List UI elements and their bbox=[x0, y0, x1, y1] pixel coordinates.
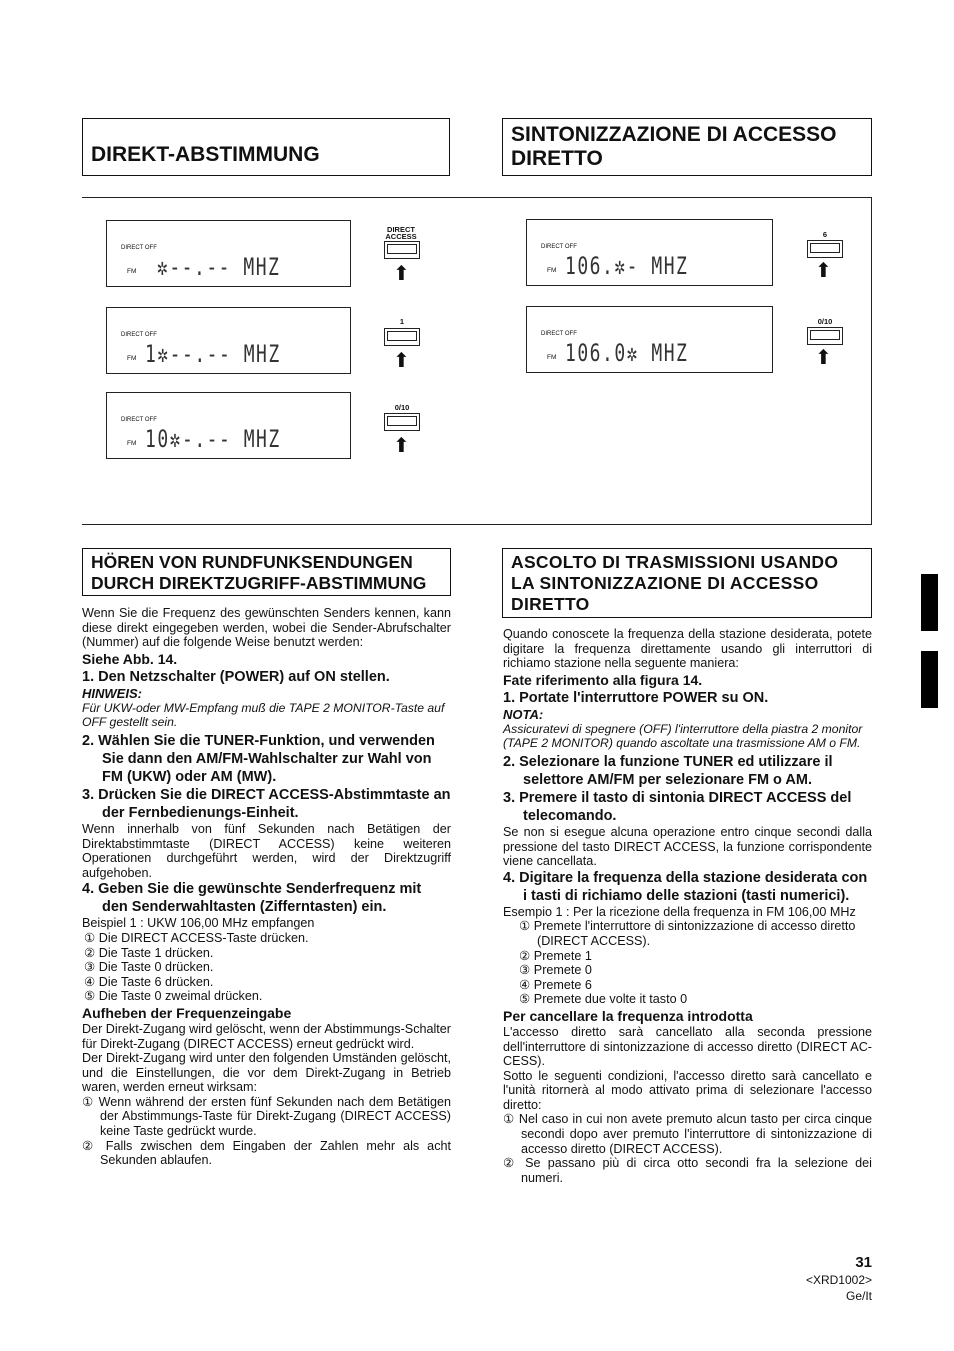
diagram-frame-bottom bbox=[82, 524, 872, 525]
example-title: Esempio 1 : Per la ricezione della frequenza in FM 106,00 MHz bbox=[503, 904, 856, 919]
example-item: ④ Die Taste 6 drücken. bbox=[84, 974, 214, 989]
lcd-display-1 bbox=[106, 220, 351, 287]
figure-reference: Siehe Abb. 14. bbox=[82, 650, 178, 667]
frequency-readout: 106.✲- MHZ bbox=[565, 252, 689, 280]
display-tag: DIRECT OFF bbox=[541, 331, 577, 337]
section-heading-it: ASCOLTO DI TRASMISSIONI USANDO LA SINTONIZZAZIONE DI ACCESSO DIRETTO bbox=[502, 548, 872, 618]
note-text: Assicuratevi di spegnere (OFF) l'interruttore della piastra 2 monitor (TAPE 2 MONITOR) quando ascoltate una trasmissione AM o FM. bbox=[503, 721, 863, 751]
cancel-item: ② Se passano più di circa otto secondi fra la selezione dei numeri. bbox=[503, 1156, 872, 1185]
intro-text: Wenn Sie die Frequenz des gewünschten Senders kennen, kann diese direkt eingegeben werden, wobei die Sender-Abrufschalter (Nummer) auf die folgende Weise benutzt werden: bbox=[82, 606, 451, 650]
key-label-0-10: 0/10 bbox=[394, 403, 410, 412]
example-item: ① Die DIRECT ACCESS-Taste drücken. bbox=[84, 930, 309, 945]
fm-label: FM bbox=[547, 354, 557, 361]
arrow-up-icon: ⬆ bbox=[815, 347, 832, 369]
example-item: ⑤ Premete due volte it tasto 0 bbox=[519, 992, 688, 1007]
example-item: ⑤ Die Taste 0 zweimal drücken. bbox=[84, 989, 263, 1004]
display-tag: DIRECT OFF bbox=[121, 417, 157, 423]
step-3: 3. Drücken Sie die DIRECT ACCESS-Abstimmtaste an der Fernbedienungs-Einheit. bbox=[82, 786, 451, 821]
title-de: DIREKT-ABSTIMMUNG bbox=[82, 118, 450, 176]
fm-label: FM bbox=[127, 440, 137, 447]
lcd-display-2 bbox=[106, 307, 351, 374]
fm-label: FM bbox=[127, 268, 137, 275]
example-item: ② Premete 1 bbox=[519, 948, 592, 963]
display-tag: DIRECT OFF bbox=[121, 332, 157, 338]
figure-reference: Fate riferimento alla figura 14. bbox=[503, 671, 703, 688]
cancel-item: ② Falls zwischen dem Eingaben der Zahlen mehr als acht Sekunden ablaufen. bbox=[82, 1138, 451, 1168]
display-tag: DIRECT OFF bbox=[121, 245, 157, 251]
intro-text: Quando conoscete la frequenza della stazione desiderata, potete digitare la frequenza direttamente usando gli interruttori di richiamo stazione nella seguente maniera: bbox=[503, 627, 872, 671]
diagram-frame-right bbox=[871, 197, 872, 524]
example-item: ③ Die Taste 0 drücken. bbox=[84, 960, 214, 975]
frequency-readout: 1✲--.-- MHZ bbox=[145, 340, 281, 368]
note-text: Für UKW-oder MW-Empfang muß die TAPE 2 MONITOR-Taste auf OFF gestellt sein. bbox=[82, 700, 445, 730]
arrow-up-icon: ⬆ bbox=[393, 350, 410, 372]
cancel-text-1: Der Direkt-Zugang wird gelöscht, wenn der Abstimmungs-Schalter für Direkt-Zugang (DIRECT ACCESS) erneut gedrückt wird. bbox=[82, 1021, 451, 1051]
cancel-text-2: Sotto le seguenti condizioni, l'accesso diretto sarà cancellato e l'unità ritornerà al modo attivato prima di selezionare l'accesso diretto: bbox=[503, 1068, 872, 1112]
column-de bbox=[82, 606, 451, 1168]
example-item: ③ Premete 0 bbox=[519, 963, 592, 978]
lcd-display-3 bbox=[106, 392, 351, 459]
number-key-0-10 bbox=[807, 327, 843, 345]
step-2: 2. Wählen Sie die TUNER-Funktion, und verwenden Sie dann den AM/FM-Wahlschalter zur Wahl von FM (UKW) oder AM (MW). bbox=[82, 732, 435, 785]
cancel-text-1: L'accesso diretto sarà cancellato alla seconda pressione dell'interruttore di sintonizzazione di accesso diretto (DIRECT AC-CESS). bbox=[503, 1024, 872, 1069]
cancel-heading: Aufheben der Frequenzeingabe bbox=[82, 1004, 292, 1021]
lcd-display-5 bbox=[526, 306, 773, 373]
step-2: 2. Selezionare la funzione TUNER ed utilizzare il selettore AM/FM per selezionare FM o AM. bbox=[503, 753, 833, 788]
note-title: NOTA: bbox=[503, 706, 544, 722]
example-item: ① Premete l'interruttore di sintonizzazione di accesso diretto (DIRECT ACCESS). bbox=[519, 919, 856, 948]
display-tag: DIRECT OFF bbox=[541, 244, 577, 250]
step-3-text: Wenn innerhalb von fünf Sekunden nach Betätigen der Direktabstimmtaste (DIRECT ACCESS) keine weiteren Operationen durchgeführt werden, wird der Direktzugriff aufgehoben. bbox=[82, 821, 451, 880]
step-3: 3. Premere il tasto di sintonia DIRECT ACCESS del telecomando. bbox=[503, 789, 852, 824]
example-title: Beispiel 1 : UKW 106,00 MHz empfangen bbox=[82, 916, 315, 931]
step-4: 4. Digitare la frequenza della stazione desiderata con i tasti di richiamo delle stazioni (tasti numerici). bbox=[503, 869, 868, 904]
note-title: HINWEIS: bbox=[82, 685, 142, 701]
step-4: 4. Geben Sie die gewünschte Senderfrequenz mit den Senderwahltasten (Zifferntasten) ein. bbox=[82, 881, 422, 916]
cancel-item: ① Wenn während der ersten fünf Sekunden nach dem Betätigen der Abstimmungs-Taste für Direkt-Zugang (DIRECT ACCESS) keine Taste gedrückt wurde. bbox=[82, 1094, 451, 1139]
arrow-up-icon: ⬆ bbox=[393, 263, 410, 285]
lcd-display-4 bbox=[526, 219, 773, 286]
number-key-0-10 bbox=[384, 413, 420, 431]
step-1: 1. Portate l'interruttore POWER su ON. bbox=[503, 689, 769, 706]
key-label-0-10: 0/10 bbox=[817, 317, 833, 326]
cancel-heading: Per cancellare la frequenza introdotta bbox=[503, 1007, 753, 1024]
section-heading-de: HÖREN VON RUNDFUNKSENDUNGEN DURCH DIREKTZUGRIFF-ABSTIMMUNG bbox=[82, 548, 451, 596]
cancel-text-2: Der Direkt-Zugang wird unter den folgenden Umständen gelöscht, und die Einstellungen, die vor dem Direkt-Zugang in Betrieb waren, werden erneut wirksam: bbox=[82, 1051, 451, 1095]
language-code: Ge/It bbox=[845, 1289, 872, 1303]
key-label-1: 1 bbox=[399, 317, 405, 326]
example-item: ④ Premete 6 bbox=[519, 977, 592, 992]
column-it bbox=[503, 627, 872, 1185]
page-number: 31 bbox=[855, 1254, 872, 1271]
frequency-readout: 106.0✲ MHZ bbox=[565, 339, 689, 367]
diagram-frame-top bbox=[82, 197, 872, 198]
thumb-index-bar bbox=[921, 574, 938, 631]
number-key-1 bbox=[384, 328, 420, 346]
direct-access-key bbox=[384, 241, 420, 259]
document-code: <XRD1002> bbox=[805, 1273, 872, 1287]
key-label-direct-access: DIRECT ACCESS bbox=[385, 225, 417, 241]
key-label-6: 6 bbox=[822, 230, 828, 239]
cancel-item: ① Nel caso in cui non avete premuto alcun tasto per circa cinque secondi dopo aver premuto l'interruttore di sintonizzazione di accesso diretto (DIRECT ACCESS). bbox=[503, 1112, 872, 1156]
example-item: ② Die Taste 1 drücken. bbox=[84, 945, 214, 960]
arrow-up-icon: ⬆ bbox=[815, 260, 832, 282]
frequency-readout: 10✲-.-- MHZ bbox=[145, 425, 281, 453]
fm-label: FM bbox=[547, 267, 557, 274]
frequency-readout: ✲--.-- MHZ bbox=[157, 253, 281, 281]
number-key-6 bbox=[807, 240, 843, 258]
arrow-up-icon: ⬆ bbox=[393, 435, 410, 457]
step-3-text: Se non si esegue alcuna operazione entro cinque secondi dalla pressione del tasto DIRECT ACCESS, la funzione corrispondente viene cancellata. bbox=[503, 824, 872, 869]
fm-label: FM bbox=[127, 355, 137, 362]
thumb-index-bar bbox=[921, 651, 938, 708]
title-it: SINTONIZZAZIONE DI ACCESSO DIRETTO bbox=[502, 118, 872, 176]
step-1: 1. Den Netzschalter (POWER) auf ON stellen. bbox=[82, 668, 390, 685]
